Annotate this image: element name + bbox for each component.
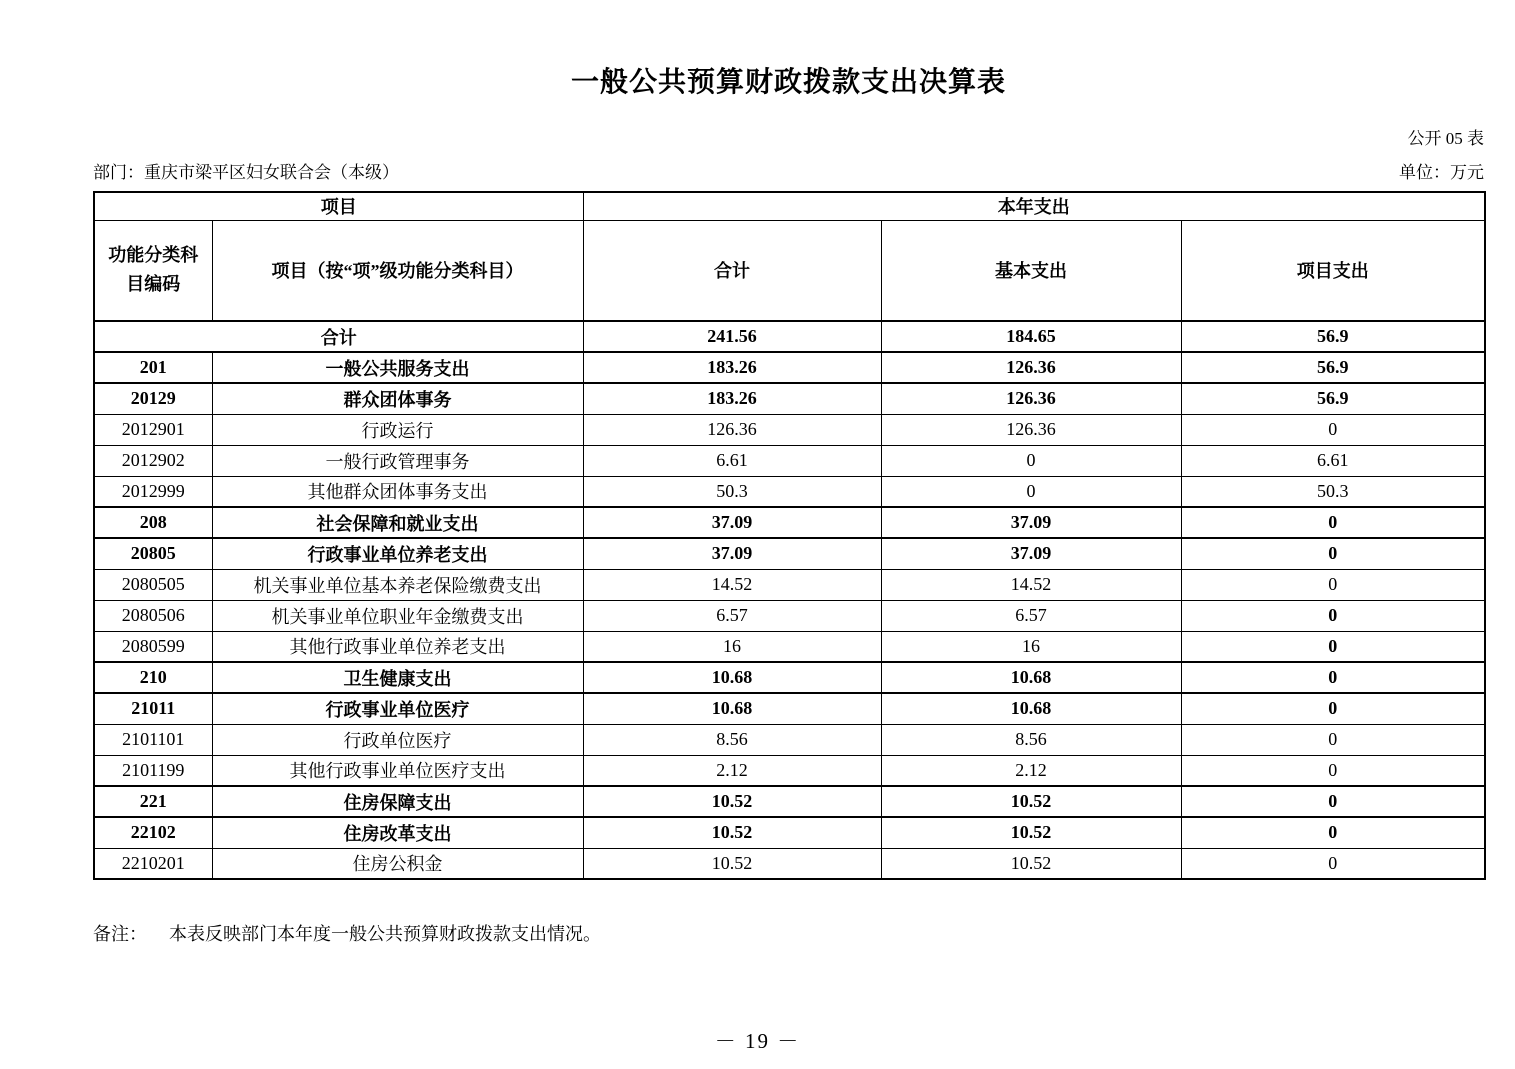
- cell-name: 其他行政事业单位养老支出: [212, 631, 583, 662]
- table-row: [94, 631, 1485, 662]
- cell-code: 2210201: [94, 848, 212, 879]
- cell-basic: 37.09: [881, 538, 1181, 569]
- cell-project: 0: [1181, 507, 1485, 538]
- cell-code: 2080506: [94, 600, 212, 631]
- cell-code: 21011: [94, 693, 212, 724]
- cell-total: 2.12: [583, 755, 881, 786]
- table-row: [94, 724, 1485, 755]
- cell-code: 210: [94, 662, 212, 693]
- header-group-row: [94, 192, 1485, 220]
- cell-project: 0: [1181, 569, 1485, 600]
- cell-basic: 0: [881, 445, 1181, 476]
- cell-name: 其他行政事业单位医疗支出: [212, 755, 583, 786]
- table-row: [94, 817, 1485, 848]
- header-col-total: 合计: [583, 220, 881, 321]
- cell-name: 机关事业单位职业年金缴费支出: [212, 600, 583, 631]
- cell-basic: 126.36: [881, 383, 1181, 414]
- cell-total: 10.52: [583, 786, 881, 817]
- table-row: [94, 786, 1485, 817]
- cell-total: 183.26: [583, 352, 881, 383]
- cell-code: 201: [94, 352, 212, 383]
- header-col-basic: 基本支出: [881, 220, 1181, 321]
- cell-project: 0: [1181, 786, 1485, 817]
- cell-project: 56.9: [1181, 383, 1485, 414]
- footnote-label: 备注：: [93, 924, 147, 944]
- cell-project: 6.61: [1181, 445, 1485, 476]
- cell-project: 0: [1181, 600, 1485, 631]
- table-row: [94, 445, 1485, 476]
- cell-name: 机关事业单位基本养老保险缴费支出: [212, 569, 583, 600]
- cell-project: 50.3: [1181, 476, 1485, 507]
- cell-basic: 10.68: [881, 662, 1181, 693]
- cell-code: 20805: [94, 538, 212, 569]
- cell-name: 群众团体事务: [212, 383, 583, 414]
- cell-name: 行政事业单位养老支出: [212, 538, 583, 569]
- table-row: [94, 414, 1485, 445]
- department-label: 部门：重庆市梁平区妇女联合会（本级）: [93, 163, 399, 182]
- cell-total: 14.52: [583, 569, 881, 600]
- cell-total: 8.56: [583, 724, 881, 755]
- cell-basic: 16: [881, 631, 1181, 662]
- cell-project: 0: [1181, 538, 1485, 569]
- cell-code: 2012901: [94, 414, 212, 445]
- table-row: [94, 476, 1485, 507]
- cell-code: 2101101: [94, 724, 212, 755]
- cell-project: 0: [1181, 817, 1485, 848]
- cell-name: 行政运行: [212, 414, 583, 445]
- table-row: [94, 507, 1485, 538]
- cell-code: 208: [94, 507, 212, 538]
- cell-code: 2012902: [94, 445, 212, 476]
- cell-project: 0: [1181, 631, 1485, 662]
- cell-name: 一般行政管理事务: [212, 445, 583, 476]
- cell-name: 行政单位医疗: [212, 724, 583, 755]
- cell-total: 37.09: [583, 507, 881, 538]
- cell-name: 社会保障和就业支出: [212, 507, 583, 538]
- cell-code: 2012999: [94, 476, 212, 507]
- table-row: [94, 755, 1485, 786]
- table-row: [94, 600, 1485, 631]
- cell-name: 住房改革支出: [212, 817, 583, 848]
- footnote-text: 本表反映部门本年度一般公共预算财政拨款支出情况。: [169, 924, 601, 944]
- cell-name: 行政事业单位医疗: [212, 693, 583, 724]
- table-row: [94, 352, 1485, 383]
- cell-code: 20129: [94, 383, 212, 414]
- cell-total: 10.68: [583, 662, 881, 693]
- cell-code: 22102: [94, 817, 212, 848]
- cell-project: 0: [1181, 662, 1485, 693]
- cell-project: 56.9: [1181, 352, 1485, 383]
- cell-basic: 10.52: [881, 848, 1181, 879]
- cell-basic: 10.52: [881, 786, 1181, 817]
- table-row: [94, 662, 1485, 693]
- cell-name: 卫生健康支出: [212, 662, 583, 693]
- header-group-year-expense: 本年支出: [583, 192, 1485, 220]
- cell-basic: 10.68: [881, 693, 1181, 724]
- cell-basic: 0: [881, 476, 1181, 507]
- cell-name: 一般公共服务支出: [212, 352, 583, 383]
- cell-total: 183.26: [583, 383, 881, 414]
- cell-project: 0: [1181, 724, 1485, 755]
- cell-project: 0: [1181, 848, 1485, 879]
- header-col-code: 功能分类科目编码: [94, 220, 212, 321]
- header-group-item: 项目: [94, 192, 583, 220]
- cell-project: 0: [1181, 755, 1485, 786]
- cell-basic: 126.36: [881, 414, 1181, 445]
- cell-total: 10.52: [583, 848, 881, 879]
- header-columns-row: [94, 220, 1485, 321]
- cell-total-label: 合计: [94, 321, 583, 352]
- budget-table: [93, 191, 1486, 880]
- cell-basic: 184.65: [881, 321, 1181, 352]
- header-col-item: 项目（按“项”级功能分类科目）: [212, 220, 583, 321]
- cell-total: 50.3: [583, 476, 881, 507]
- cell-project: 0: [1181, 414, 1485, 445]
- cell-total: 10.52: [583, 817, 881, 848]
- page-title: 一般公共预算财政拨款支出决算表: [570, 67, 1006, 98]
- cell-code: 2080505: [94, 569, 212, 600]
- table-code-label: 公开 05 表: [1407, 129, 1484, 148]
- cell-total: 16: [583, 631, 881, 662]
- footnote: [93, 920, 1484, 946]
- cell-basic: 126.36: [881, 352, 1181, 383]
- table-row: [94, 569, 1485, 600]
- cell-basic: 10.52: [881, 817, 1181, 848]
- table-row: [94, 848, 1485, 879]
- cell-basic: 6.57: [881, 600, 1181, 631]
- cell-name: 住房保障支出: [212, 786, 583, 817]
- cell-total: 241.56: [583, 321, 881, 352]
- cell-code: 2080599: [94, 631, 212, 662]
- cell-basic: 37.09: [881, 507, 1181, 538]
- table-row: [94, 538, 1485, 569]
- cell-basic: 2.12: [881, 755, 1181, 786]
- cell-project: 56.9: [1181, 321, 1485, 352]
- meta-row: [93, 158, 1484, 183]
- cell-basic: 14.52: [881, 569, 1181, 600]
- cell-total: 126.36: [583, 414, 881, 445]
- cell-code: 221: [94, 786, 212, 817]
- cell-basic: 8.56: [881, 724, 1181, 755]
- header-col-project: 项目支出: [1181, 220, 1485, 321]
- cell-project: 0: [1181, 693, 1485, 724]
- cell-code: 2101199: [94, 755, 212, 786]
- cell-total: 37.09: [583, 538, 881, 569]
- cell-total: 10.68: [583, 693, 881, 724]
- cell-total: 6.61: [583, 445, 881, 476]
- unit-label: 单位：万元: [1399, 163, 1484, 182]
- page-number: － 19 －: [714, 1029, 801, 1053]
- cell-name: 住房公积金: [212, 848, 583, 879]
- document-content: [93, 0, 1484, 946]
- cell-total: 6.57: [583, 600, 881, 631]
- table-row: [94, 693, 1485, 724]
- table-row: [94, 383, 1485, 414]
- cell-name: 其他群众团体事务支出: [212, 476, 583, 507]
- grand-total-row: [94, 321, 1485, 352]
